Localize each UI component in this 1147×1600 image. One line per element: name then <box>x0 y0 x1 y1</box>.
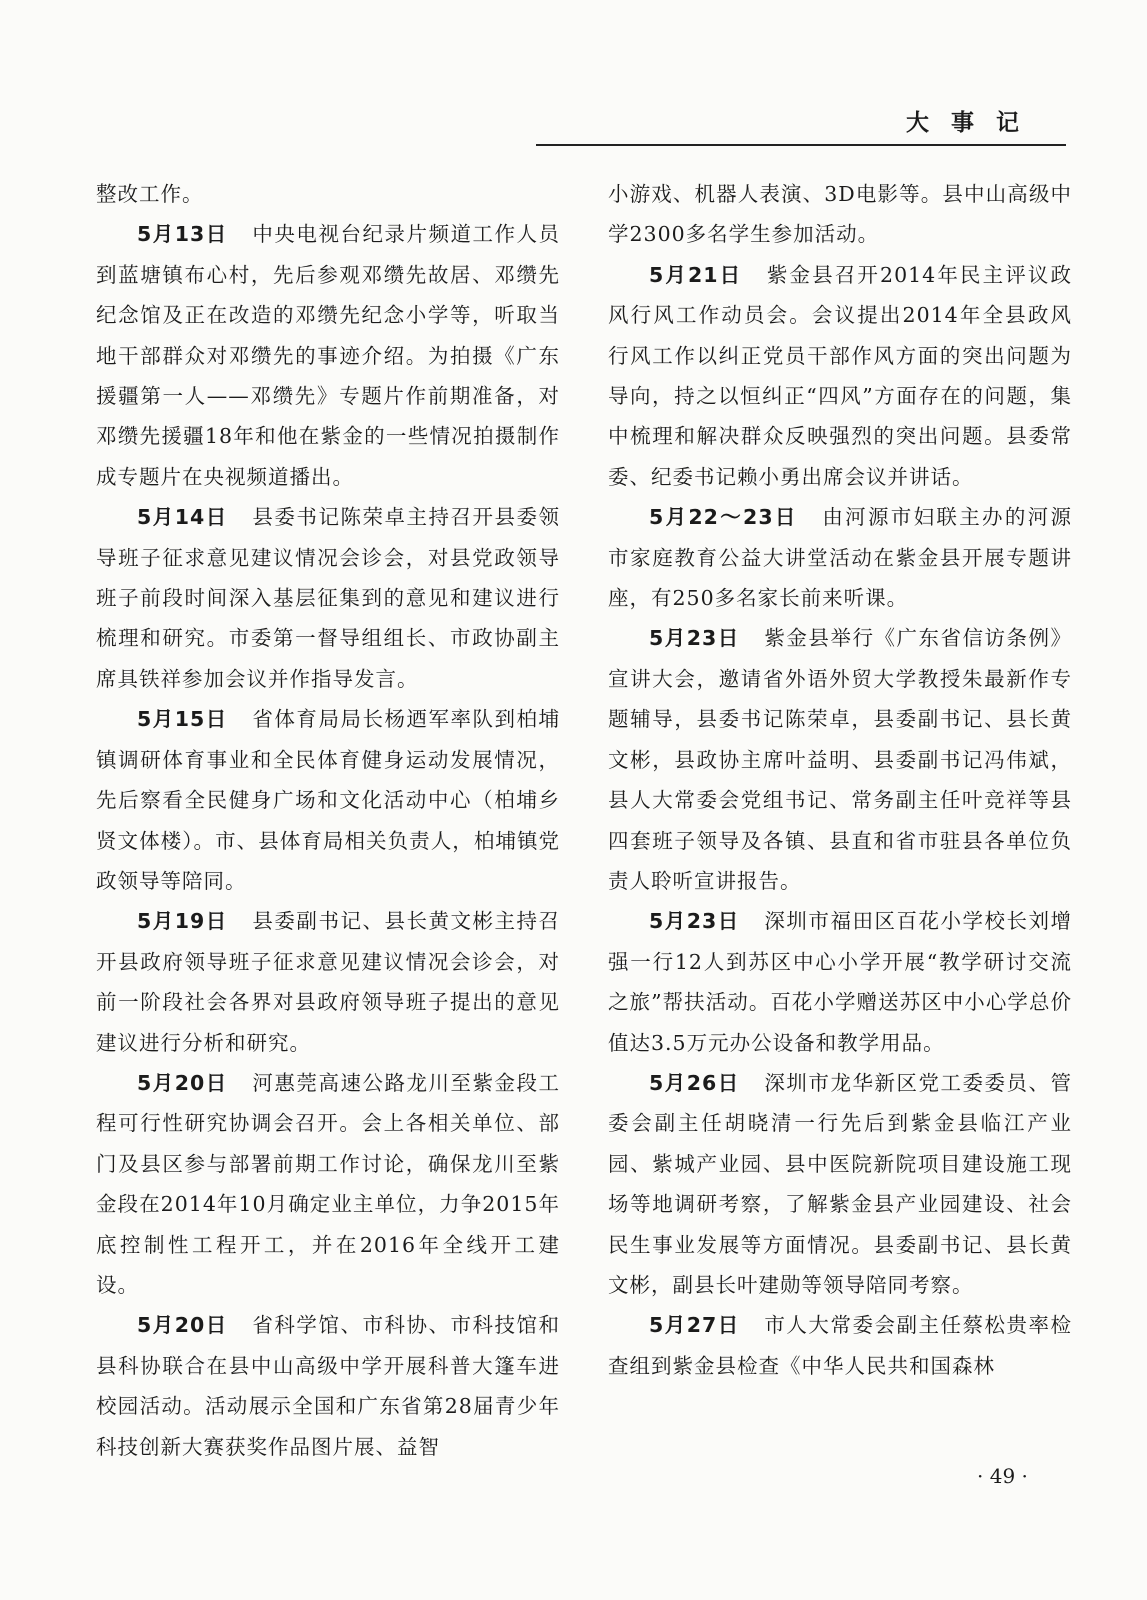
chronicle-entry <box>608 618 1072 901</box>
entry-date: 5月27日 <box>649 1313 740 1338</box>
chronicle-entry <box>608 497 1072 618</box>
entry-date: 5月23日 <box>649 909 740 934</box>
chronicle-entry <box>96 901 560 1063</box>
left-column <box>96 174 560 1467</box>
entry-date: 5月13日 <box>137 222 228 247</box>
entry-text: 紫金县举行《广东省信访条例》宣讲大会，邀请省外语外贸大学教授朱最新作专题辅导，县委书记陈荣卓，县委副书记、县长黄文彬，县政协主席叶益明、县委副书记冯伟斌，县人大常委会党组书记、常务副主任叶竞祥等县四套班子领导及各镇、县直和省市驻县各单位负责人聆听宣讲报告。 <box>608 626 1073 893</box>
entry-text: 整改工作。 <box>96 182 204 206</box>
entry-date: 5月20日 <box>137 1313 228 1338</box>
header-rule <box>536 144 1066 146</box>
chronicle-entry <box>96 699 560 901</box>
entry-text: 紫金县召开2014年民主评议政风行风工作动员会。会议提出2014年全县政风行风工作以纠正党员干部作风方面的突出问题为导向，持之以恒纠正“四风”方面存在的问题，集中梳理和解决群众反映强烈的突出问题。县委常委、纪委书记赖小勇出席会议并讲话。 <box>608 262 1072 489</box>
entry-text: 省科学馆、市科协、市科技馆和县科协联合在县中山高级中学开展科普大篷车进校园活动。活动展示全国和广东省第28届青少年科技创新大赛获奖作品图片展、益智 <box>96 1313 561 1459</box>
entry-text: 深圳市龙华新区党工委委员、管委会副主任胡晓清一行先后到紫金县临江产业园、紫城产业园、县中医院新院项目建设施工现场等地调研考察，了解紫金县产业园建设、社会民生事业发展等方面情况。县委副书记、县长黄文彬，副县长叶建勋等领导陪同考察。 <box>608 1070 1073 1297</box>
running-header-title: 大事记 <box>906 110 1041 136</box>
chronicle-entry <box>608 1305 1072 1386</box>
chronicle-entry <box>96 1063 560 1305</box>
chronicle-entry <box>96 214 560 497</box>
entry-date: 5月19日 <box>137 909 228 934</box>
entry-text: 中央电视台纪录片频道工作人员到蓝塘镇布心村，先后参观邓缵先故居、邓缵先纪念馆及正在改造的邓缵先纪念小学等，听取当地干部群众对邓缵先的事迹介绍。为拍摄《广东援疆第一人——邓缵先》专题片作前期准备，对邓缵先援疆18年和他在紫金的一些情况拍摄制作成专题片在央视频道播出。 <box>96 222 561 489</box>
page-number: · 49 · <box>977 1464 1028 1488</box>
entry-date: 5月21日 <box>649 262 743 287</box>
chronicle-entry <box>608 174 1072 255</box>
entry-text: 县委书记陈荣卓主持召开县委领导班子征求意见建议情况会诊会，对县党政领导班子前段时间深入基层征集到的意见和建议进行梳理和研究。市委第一督导组组长、市政协副主席具铁祥参加会议并作指导发言。 <box>96 505 561 691</box>
entry-date: 5月20日 <box>137 1070 228 1095</box>
entry-text: 由河源市妇联主办的河源市家庭教育公益大讲堂活动在紫金县开展专题讲座，有250多名家长前来听课。 <box>608 505 1073 611</box>
entry-date: 5月23日 <box>649 626 740 651</box>
chronicle-entry <box>608 255 1072 497</box>
chronicle-entry <box>96 174 560 214</box>
entry-date: 5月14日 <box>137 505 228 530</box>
entry-text: 县委副书记、县长黄文彬主持召开县政府领导班子征求意见建议情况会诊会，对前一阶段社会各界对县政府领导班子提出的意见建议进行分析和研究。 <box>96 909 561 1055</box>
chronicle-entry <box>608 1063 1072 1305</box>
chronicle-entry <box>96 497 560 699</box>
entry-date: 5月22～23日 <box>649 505 798 530</box>
chronicle-entry <box>96 1305 560 1467</box>
chronicle-entry <box>608 901 1072 1063</box>
entry-date: 5月26日 <box>649 1070 740 1095</box>
entry-text: 市人大常委会副主任蔡松贵率检查组到紫金县检查《中华人民共和国森林 <box>608 1313 1073 1378</box>
entry-text: 深圳市福田区百花小学校长刘增强一行12人到苏区中心小学开展“教学研讨交流之旅”帮扶活动。百花小学赠送苏区中小心学总价值达3.5万元办公设备和教学用品。 <box>608 909 1073 1055</box>
entry-text: 河惠莞高速公路龙川至紫金段工程可行性研究协调会召开。会上各相关单位、部门及县区参与部署前期工作讨论，确保龙川至紫金段在2014年10月确定业主单位，力争2015年底控制性工程开工，并在2016年全线开工建设。 <box>96 1070 561 1297</box>
entry-text: 小游戏、机器人表演、3D电影等。县中山高级中学2300多名学生参加活动。 <box>608 182 1072 247</box>
entry-date: 5月15日 <box>137 707 228 732</box>
entry-text: 省体育局局长杨迺军率队到柏埔镇调研体育事业和全民体育健身运动发展情况，先后察看全民健身广场和文化活动中心（柏埔乡贤文体楼）。市、县体育局相关负责人，柏埔镇党政领导等陪同。 <box>96 707 561 893</box>
right-column <box>608 174 1072 1386</box>
